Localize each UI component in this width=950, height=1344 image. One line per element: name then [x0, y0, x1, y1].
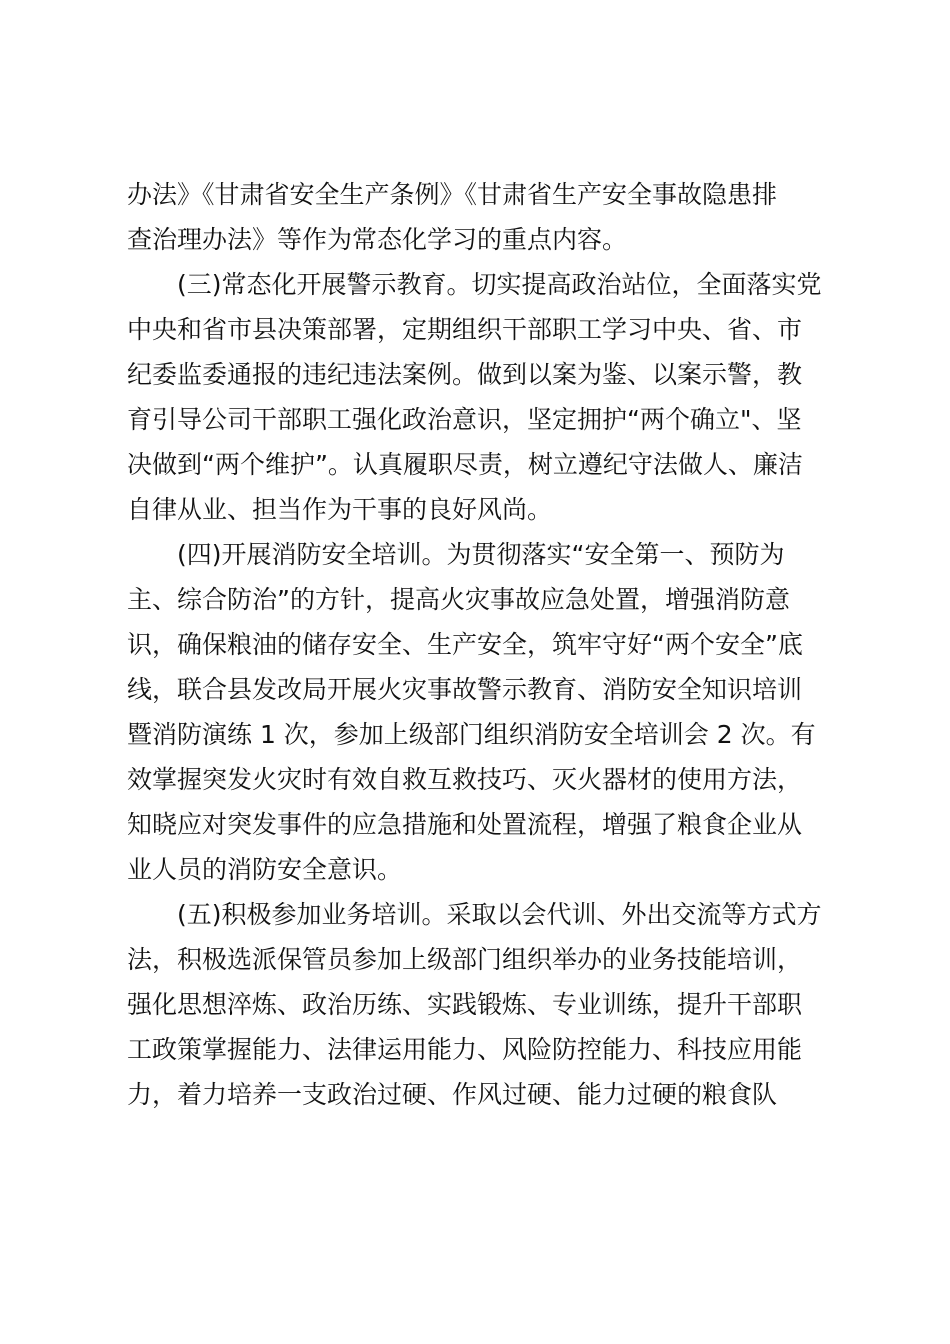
- text-line: 法，积极选派保管员参加上级部门组织举办的业务技能培训，: [127, 945, 803, 974]
- text-line: 识，确保粮油的储存安全、生产安全，筑牢守好“两个安全”底: [127, 630, 803, 659]
- text-line: 知晓应对突发事件的应急措施和处置流程，增强了粮食企业从: [127, 810, 803, 839]
- text-line: 查治理办法》等作为常态化学习的重点内容。: [127, 225, 628, 254]
- text-line: 决做到“两个维护”。认真履职尽责，树立遵纪守法做人、廉洁: [127, 450, 803, 479]
- document-body: [127, 172, 827, 1117]
- text-line: 中央和省市县决策部署，定期组织干部职工学习中央、省、市: [127, 315, 803, 344]
- text-line: 自律从业、担当作为干事的良好风尚。: [127, 495, 553, 524]
- text-line: 力，着力培养一支政治过硬、作风过硬、能力过硬的粮食队: [127, 1080, 778, 1109]
- text-line: 工政策掌握能力、法律运用能力、风险防控能力、科技应用能: [127, 1035, 803, 1064]
- text-line: 强化思想淬炼、政治历练、实践锻炼、专业训练，提升干部职: [127, 990, 803, 1019]
- text-line: 线，联合县发改局开展火灾事故警示教育、消防安全知识培训: [127, 675, 803, 704]
- text-line: 办法》《甘肃省安全生产条例》《甘肃省生产安全事故隐患排: [127, 180, 778, 209]
- text-line: 纪委监委通报的违纪违法案例。做到以案为鉴、以案示警，教: [127, 360, 803, 389]
- text-line: 效掌握突发火灾时有效自救互救技巧、灭火器材的使用方法，: [127, 765, 803, 794]
- text-line: 暨消防演练 1 次，参加上级部门组织消防安全培训会 2 次。有: [127, 720, 816, 749]
- paragraph-heading-line: (三)常态化开展警示教育。切实提高政治站位，全面落实党: [177, 270, 822, 299]
- paragraph-heading-line: (四)开展消防安全培训。为贯彻落实“安全第一、预防为: [177, 540, 785, 569]
- text-line: 育引导公司干部职工强化政治意识，坚定拥护“两个确立"、坚: [127, 405, 802, 434]
- text-line: 业人员的消防安全意识。: [127, 855, 403, 884]
- paragraph-heading-line: (五)积极参加业务培训。采取以会代训、外出交流等方式方: [177, 900, 822, 929]
- text-line: 主、综合防治”的方针，提高火灾事故应急处置，增强消防意: [127, 585, 790, 614]
